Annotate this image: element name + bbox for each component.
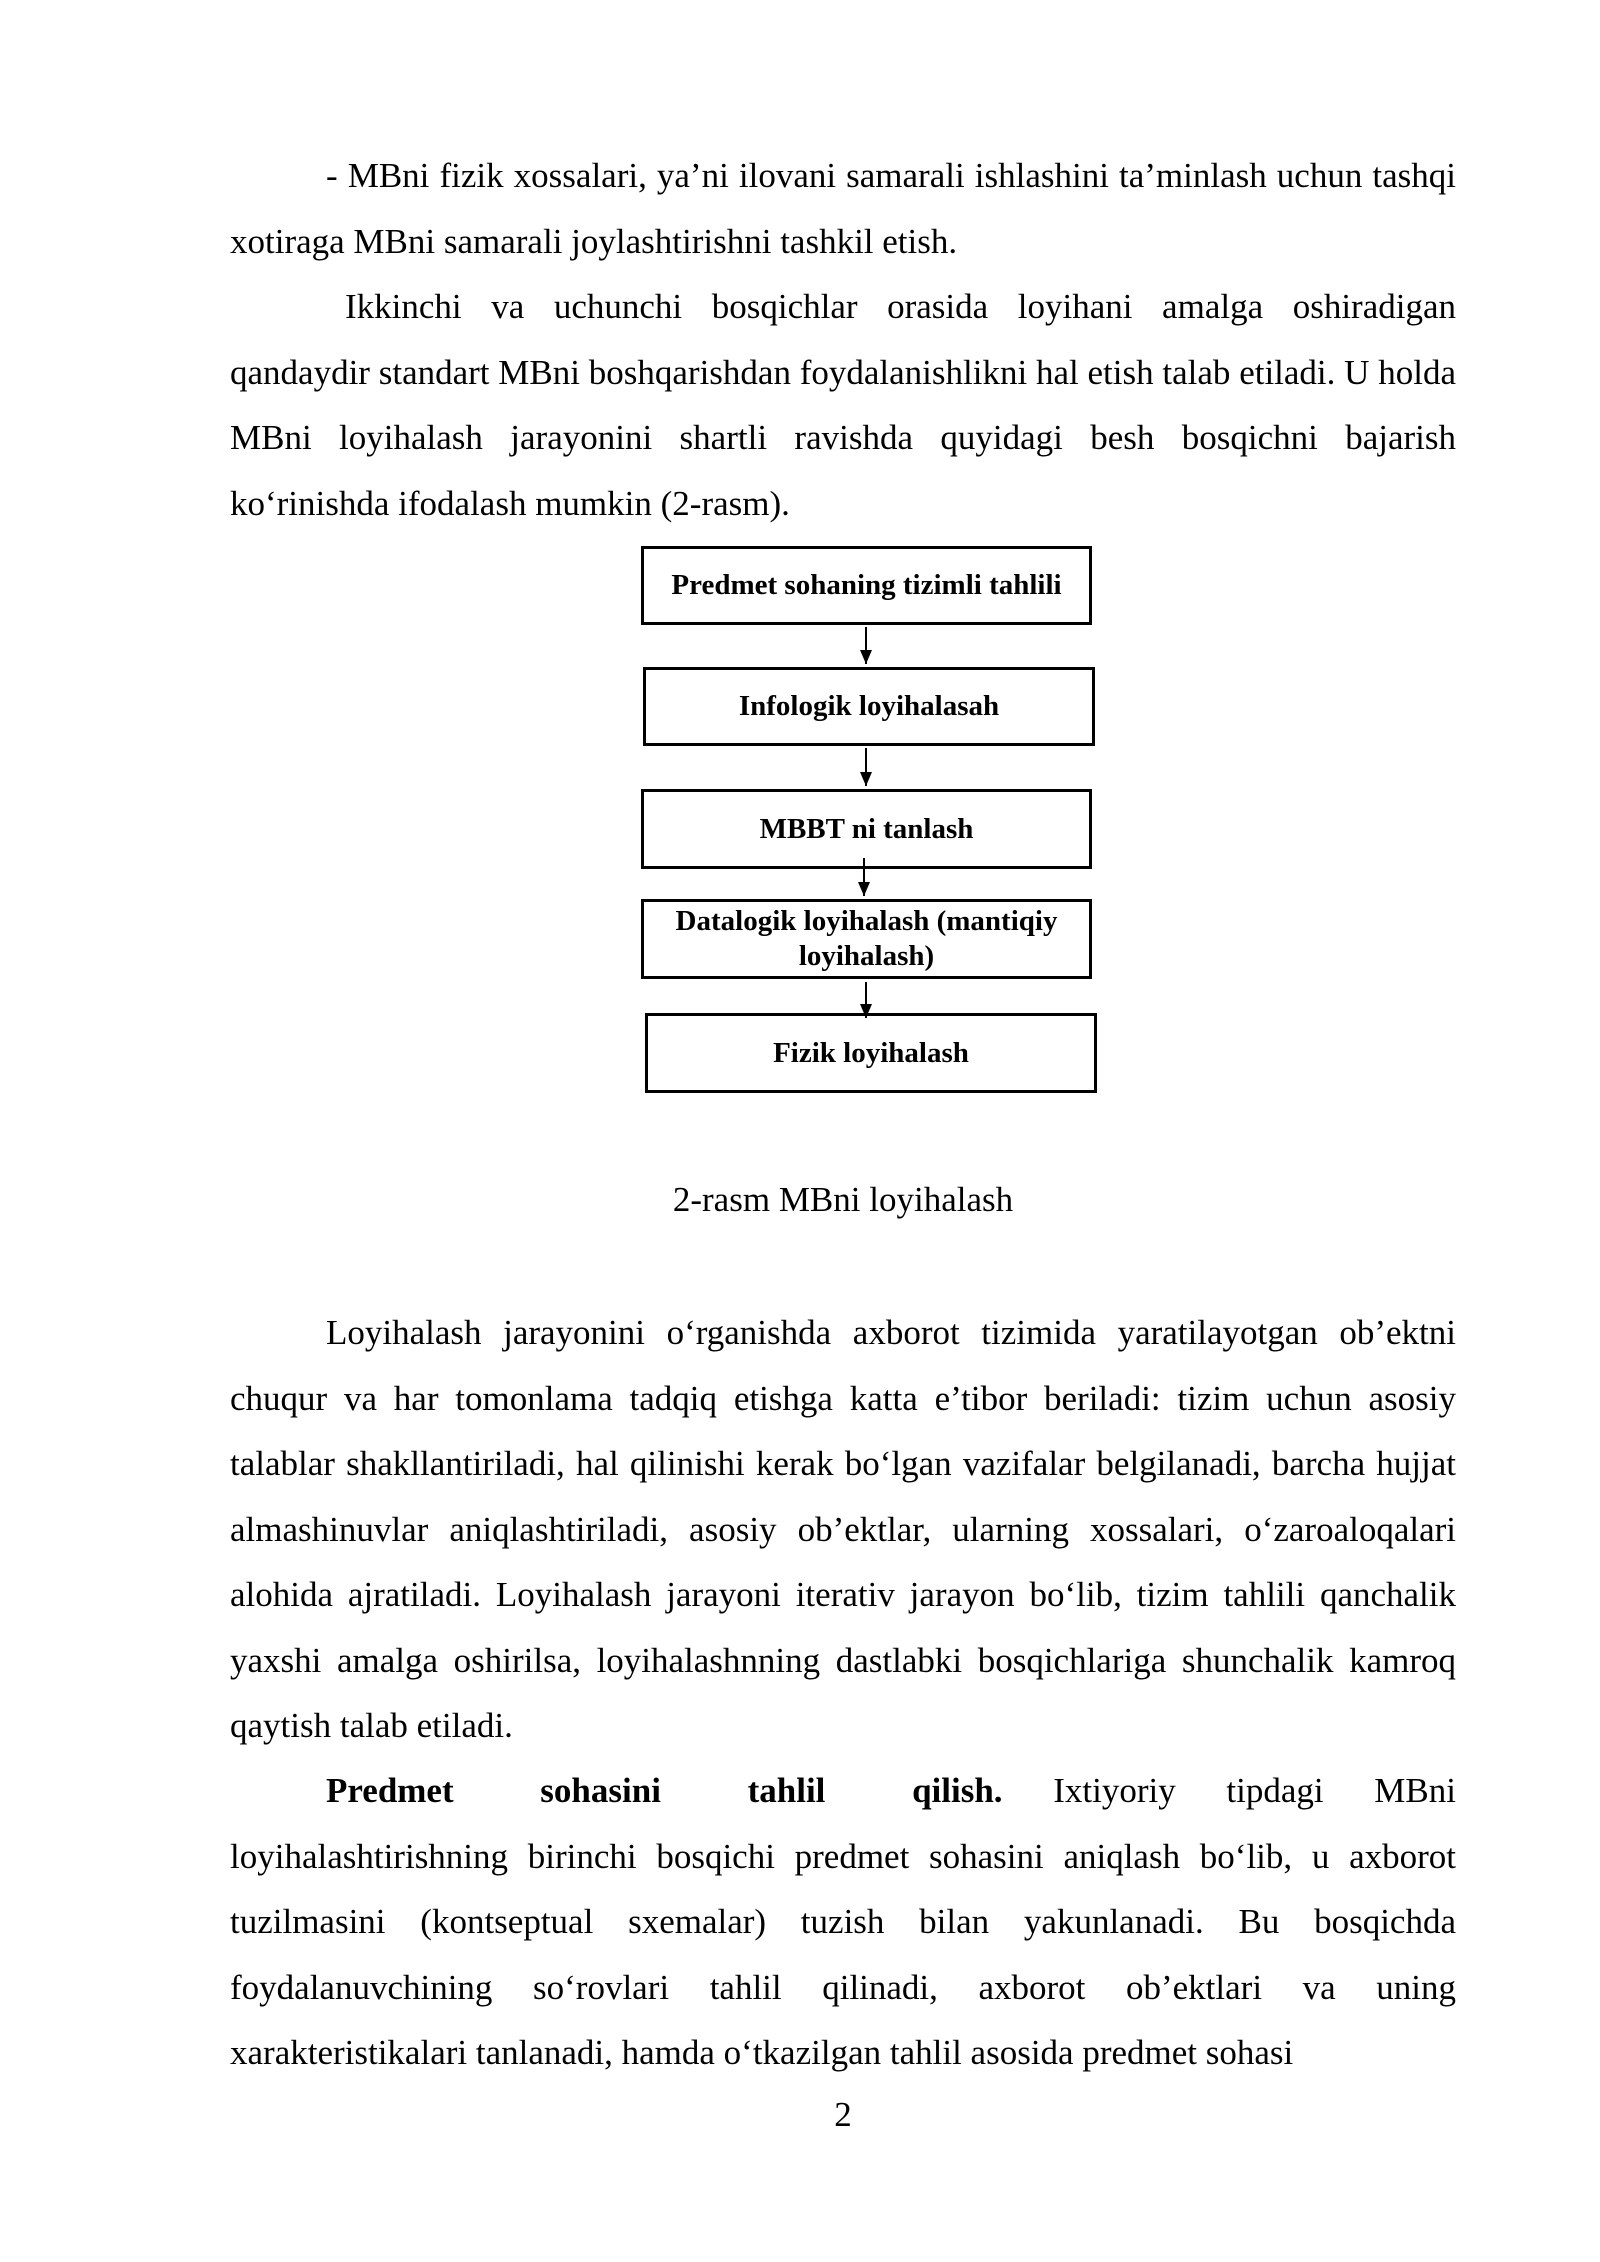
paragraph-stages-intro: Ikkinchi va uchunchi bosqichlar orasida loyihani amalga oshiradigan qandaydir standart MBni boshqarishdan foydalanishlikni hal etish talab etiladi. U holda MBni loyihalash jarayonini shartli ravishda quyidagi besh bosqichni bajarish ko‘rinishda ifodalash mumkin (2-rasm). [230,287,1456,523]
flow-step-infological-design: Infologik loyihalasah [643,667,1095,746]
arrow-icon [860,627,872,664]
figure-caption: 2-rasm MBni loyihalash [672,1180,1014,1219]
paragraph-physical-properties: - MBni fizik xossalari, ya’ni ilovani samarali ishlashini ta’minlash uchun tashqi xotiraga MBni samarali joylashtirishni tashkil etish. [230,156,1456,261]
arrow-icon [860,748,872,786]
paragraph-design-process: Loyihalash jarayonini o‘rganishda axborot tizimida yaratilayotgan ob’ektni chuqur va har tomonlama tadqiq etishga katta e’tibor beriladi: tizim uchun asosiy talablar shakllantiriladi, hal qilinishi kerak bo‘lgan vazifalar belgilanadi, barcha hujjat almashinuvlar aniqlashtiriladi, asosiy ob’ektlar, ularning xossalari, o‘zaroaloqalari alohida ajratiladi. Loyihalash jarayoni iterativ jarayon bo‘lib, tizim tahlili qanchalik yaxshi amalga oshirilsa, loyihalashnning dastlabki bosqichlariga shunchalik kamroq qaytish talab etiladi. [230,1313,1456,1745]
flow-step-physical-design: Fizik loyihalash [645,1013,1097,1093]
paragraph-domain-analysis [230,1758,1456,2086]
flow-step-datalogical-design: Datalogik loyihalash (mantiqiy loyihalash) [641,899,1092,979]
flow-step-dbms-selection: MBBT ni tanlash [641,789,1092,869]
paragraph-domain-analysis-text: Ixtiyoriy tipdagi MBni loyihalashtirishning birinchi bosqichi predmet sohasini aniqlash bo‘lib, u axborot tuzilmasini (kontseptual sxemalar) tuzish bilan yakunlanadi. Bu bosqichda foydalanuvchining so‘rovlari tahlil qilinadi, axborot ob’ektlari va uning xarakteristikalari tanlanadi, hamda o‘tkazilgan tahlil asosida predmet sohasi [230,1771,1456,2072]
paragraph-heading-bold: Predmet sohasini tahlil qilish. [326,1771,1003,1810]
page-number: 2 [834,2095,852,2134]
flow-step-system-analysis: Predmet sohaning tizimli tahlili [641,546,1092,625]
